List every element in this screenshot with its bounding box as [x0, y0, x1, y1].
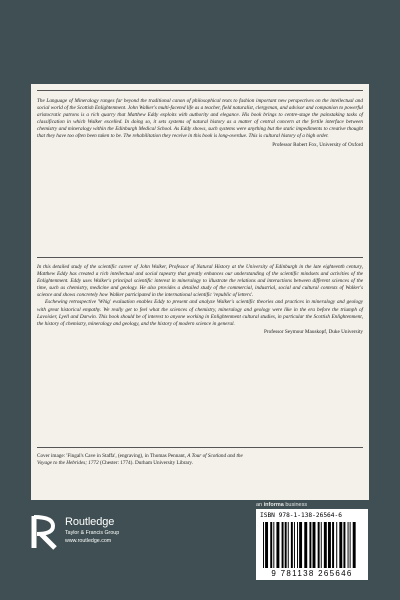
- barcode-bar: [304, 522, 307, 568]
- barcode-bar: [297, 522, 298, 568]
- review-1: [37, 98, 363, 149]
- barcode-bar: [321, 522, 322, 568]
- barcode-bar: [343, 522, 345, 568]
- back-cover-text-panel: [31, 84, 369, 500]
- barcode-bar: [282, 522, 284, 568]
- review-1-body: ranges far beyond the traditional canon of philosophical texts to fashion important new perspectives on the intellectual and social world of the Scottish Enlightenment. John Walker's multi-faceted life as a teacher, field naturalist, clergyman, and advisor and companion to powerful aristocratic patrons is a rich quarry that Matthew Eddy exploits with authority and elegance. His book brings to centre-stage the painstaking tasks of classification in which Walker excelled. In doing so, it sets systems of natural history as a matter of central concern at the fertile interface between chemistry and mineralogy within the Edinburgh Medical School. As Eddy shows, such systems were anything but the static impediments to creative thought that they have too often been taken to be. The rehabilitation they receive in this book is long-overdue. This is cultural history of a high order.: [37, 98, 363, 140]
- isbn-label: ISBN 978-1-138-26564-6: [260, 512, 342, 519]
- imprint-suffix: business: [283, 502, 308, 508]
- publisher-group: Taylor & Francis Group: [65, 530, 120, 536]
- barcode-bar: [353, 522, 356, 568]
- barcode-bar: [265, 522, 268, 568]
- divider-middle: [37, 257, 363, 258]
- caption-title-a: A Tour of Scotland and the: [187, 453, 243, 459]
- barcode-box: [256, 509, 368, 580]
- routledge-logo: [31, 514, 151, 554]
- divider-bottom: [37, 447, 363, 448]
- imprint-brand: informa: [263, 502, 284, 508]
- cover-image-caption: [37, 453, 363, 467]
- book-title-mention: The Language of Mineralogy: [37, 98, 99, 104]
- review-2-para-2: Eschewing retrospective 'Whig' evaluation enables Eddy to present and analyze Walker's scientific theories and practices in mineralogy and geology with great historical empathy. We really get to feel what the sciences of chemistry, mineralogy and geology were like in the era before the triumph of Lavoisier, Lyell and Darwin. This book should be of interest to anyone working in Enlightenment cultural studies, in particular the Scottish Enlightenment, the history of chemistry, mineralogy and geology, and the history of modern science in general.: [37, 299, 363, 327]
- routledge-r-icon: [31, 514, 61, 550]
- barcode-bar: [318, 522, 320, 568]
- barcode-bar: [288, 522, 289, 568]
- barcode-bars: [262, 522, 362, 568]
- review-2-para-1: In this detailed study of the scientific career of John Walker, Professor of Natural History at the University of Edinburgh in the late eighteenth century, Matthew Eddy has created a rich intellectual and social tapestry that greatly enhances our understanding of the scientific mindsets and activities of the Enlightenment. Eddy uses Walker's principal scientific interest in mineralogy to illustrate the relations and interactions between different sciences of the time, such as chemistry, medicine and geology. He also provides a detailed study of the commercial, industrial, social and cultural contexts of Walker's science and shows concretely how Walker participated in the international scientific 'republic of letters'.: [37, 264, 363, 299]
- barcode-bar: [299, 522, 302, 568]
- caption-suffix: (Chester: 1774). Durham University Library.: [98, 460, 193, 467]
- barcode-bar: [324, 522, 327, 568]
- imprint-prefix: an: [256, 502, 264, 508]
- barcode-bar: [285, 522, 287, 568]
- review-2-attribution: Professor Seymour Mauskopf, Duke University: [264, 328, 363, 335]
- barcode-bar: [270, 522, 272, 568]
- barcode-bar: [348, 522, 349, 568]
- publisher-url: www.routledge.com: [65, 538, 112, 544]
- barcode-bar: [328, 522, 331, 568]
- divider-top: [37, 90, 363, 91]
- caption-title-b: Voyage to the Hebrides; 1772: [37, 460, 99, 467]
- barcode-bar: [294, 522, 295, 568]
- barcode-bar: [263, 522, 264, 568]
- review-1-attribution: Professor Robert Fox, University of Oxford: [272, 141, 363, 148]
- publisher-name: Routledge: [65, 516, 115, 528]
- informa-imprint: [256, 502, 307, 508]
- barcode-bar: [291, 522, 293, 568]
- review-2: [37, 264, 363, 336]
- barcode-bar: [336, 522, 337, 568]
- barcode-bar: [309, 522, 311, 568]
- barcode-bar: [276, 522, 279, 568]
- barcode-bar: [273, 522, 274, 568]
- barcode-bar: [332, 522, 334, 568]
- caption-prefix: Cover image: 'Fingal's Cave in Staffa', (engraving), in Thomas Pennant,: [37, 453, 188, 459]
- barcode-bar: [350, 522, 351, 568]
- barcode-bar: [313, 522, 316, 568]
- barcode-digits: 9 781138 265646: [271, 569, 353, 578]
- barcode-bar: [339, 522, 342, 568]
